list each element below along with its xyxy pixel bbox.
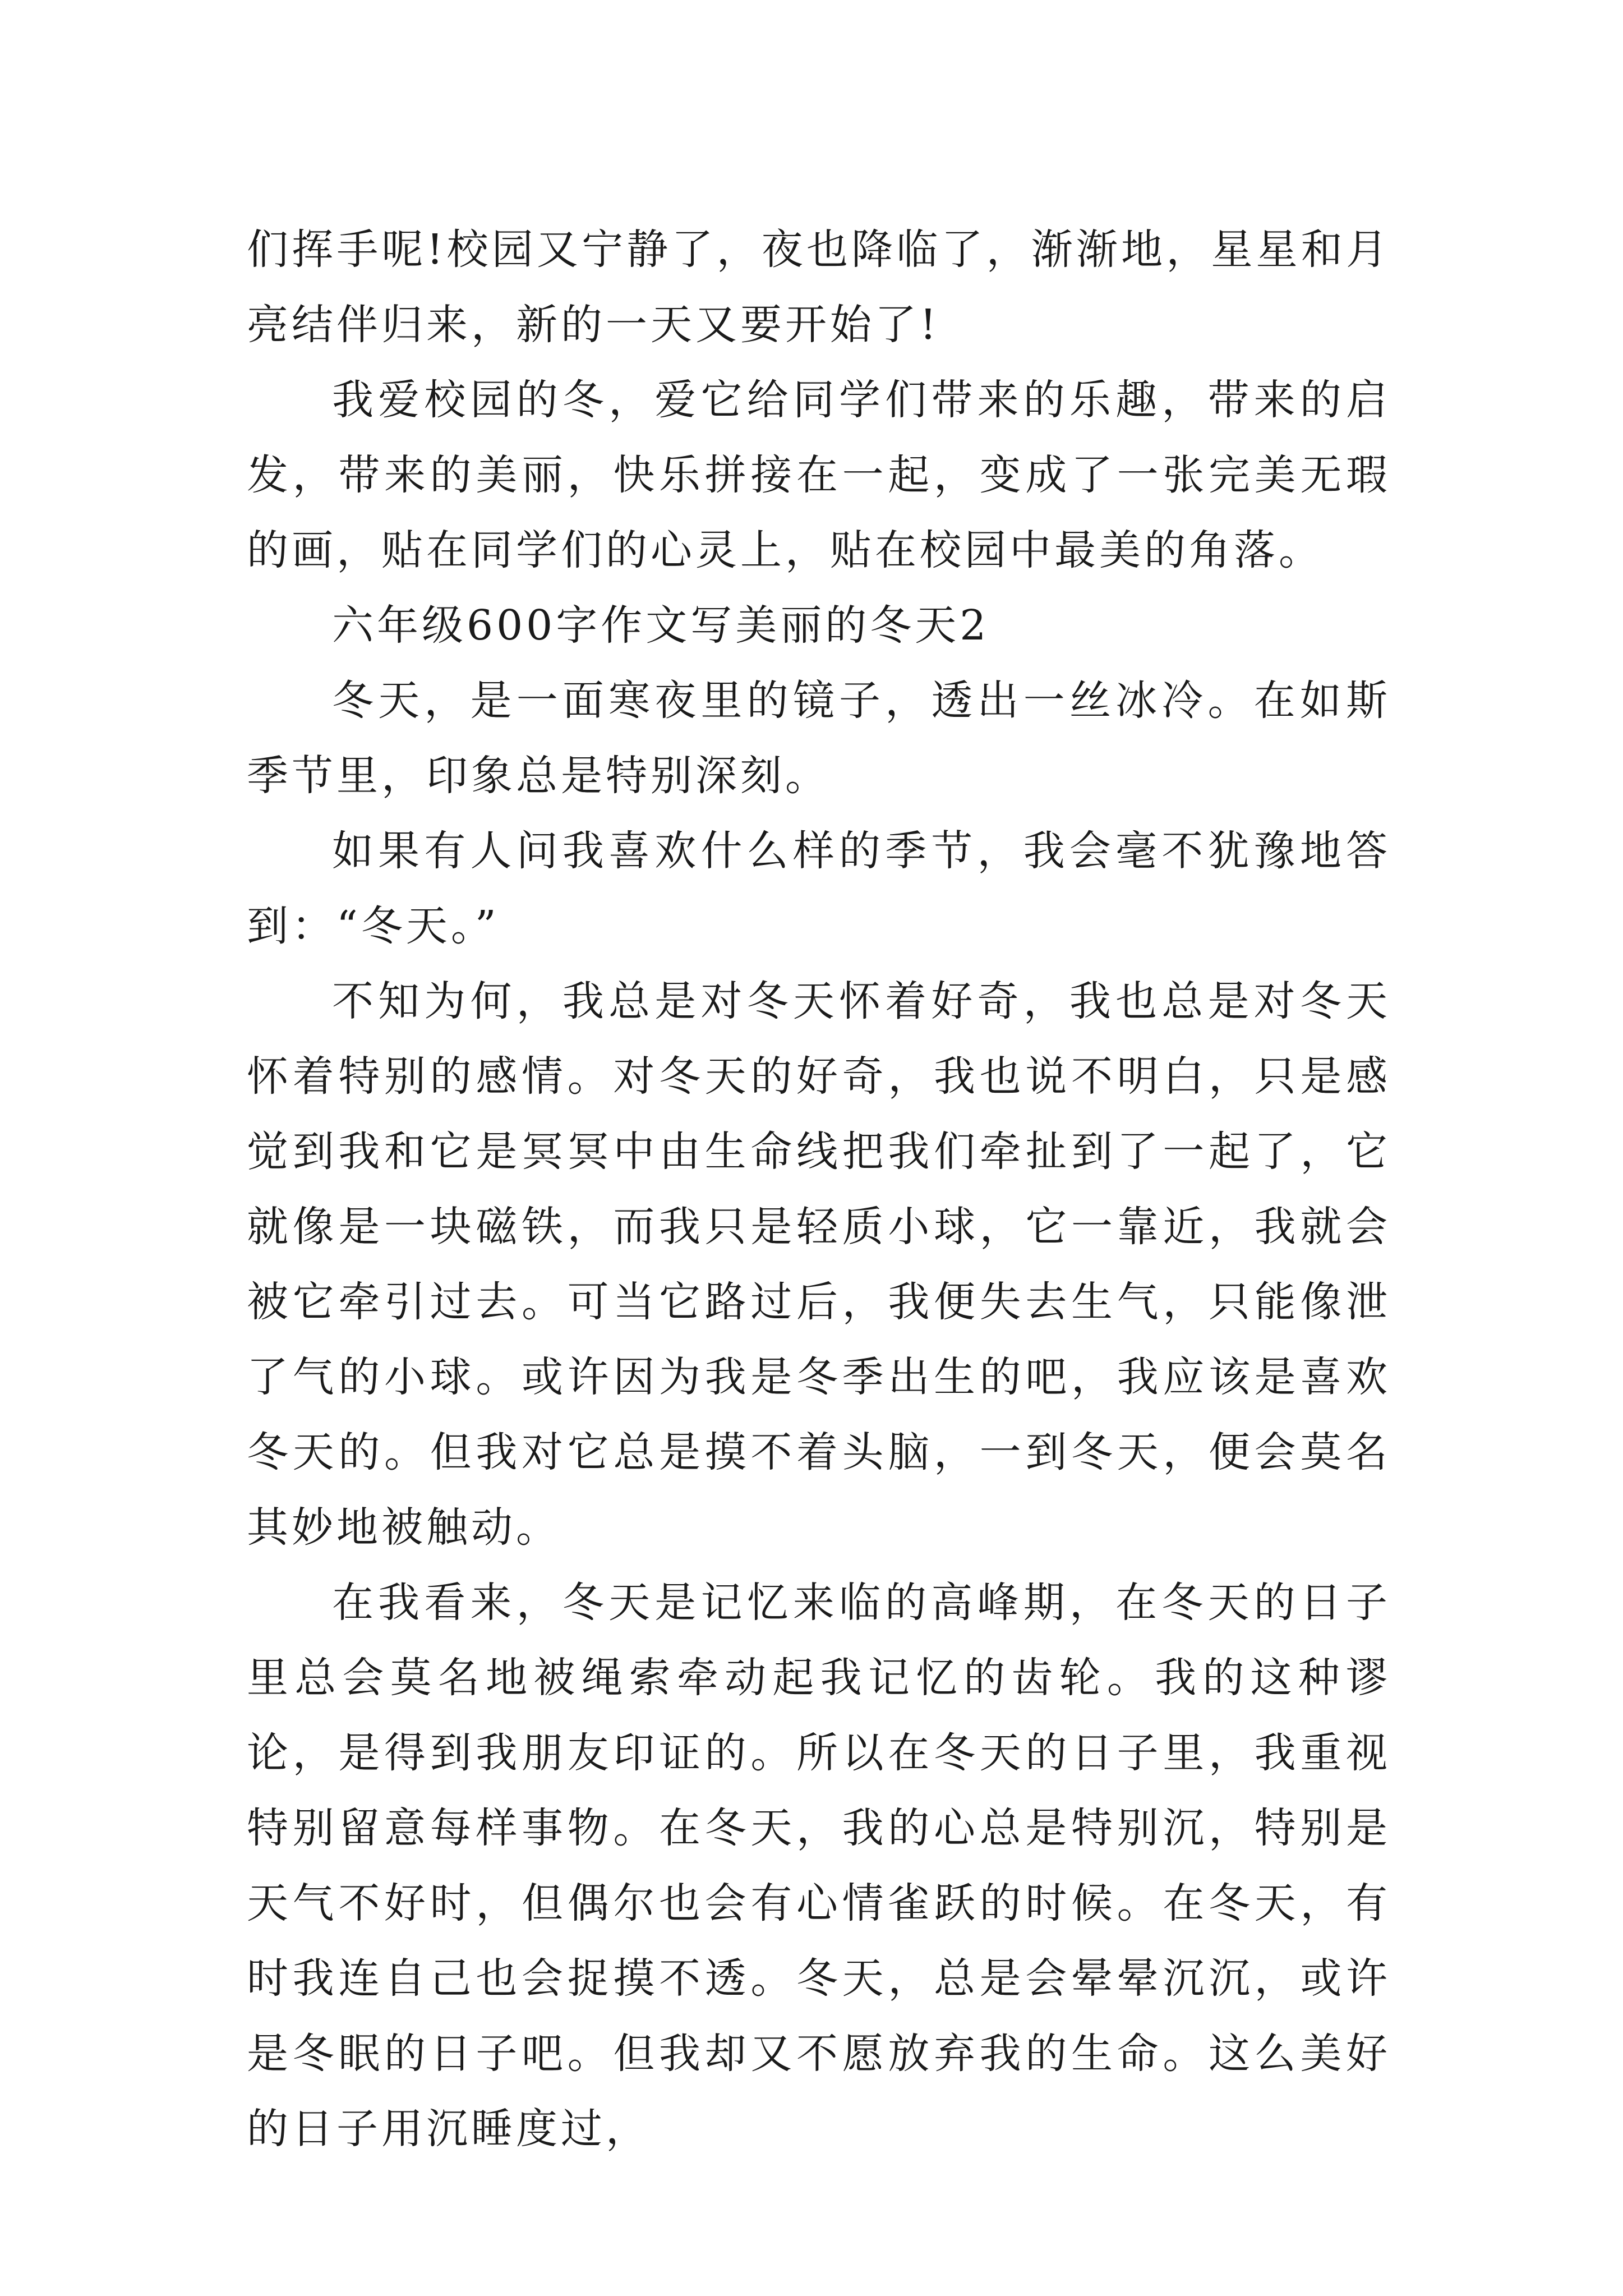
document-body [247,212,1391,2166]
paragraph-memory-peak: 在我看来，冬天是记忆来临的高峰期，在冬天的日子里总会莫名地被绳索牵动起我记忆的齿轮。我的这种谬论，是得到我朋友印证的。所以在冬天的日子里，我重视特别留意每样事物。在冬天，我的心总是特别沉，特别是天气不好时，但偶尔也会有心情雀跃的时候。在冬天，有时我连自己也会捉摸不透。冬天，总是会晕晕沉沉，或许是冬眠的日子吧。但我却又不愿放弃我的生命。这么美好的日子用沉睡度过， [247,1579,1391,2153]
paragraph-winter-mirror: 冬天，是一面寒夜里的镜子，透出一丝冰冷。在如斯季节里，印象总是特别深刻。 [247,677,1391,800]
paragraph-curiosity: 不知为何，我总是对冬天怀着好奇，我也总是对冬天怀着特别的感情。对冬天的好奇，我也说不明白，只是感觉到我和它是冥冥中由生命线把我们牵扯到了一起了，它就像是一块磁铁，而我只是轻质小球，它一靠近，我就会被它牵引过去。可当它路过后，我便失去生气，只能像泄了气的小球。或许因为我是冬季出生的吧，我应该是喜欢冬天的。但我对它总是摸不着头脑，一到冬天，便会莫名其妙地被触动。 [247,977,1391,1552]
paragraph-continuation: 们挥手呢!校园又宁静了，夜也降临了，渐渐地，星星和月亮结伴归来，新的一天又要开始了! [247,226,1391,349]
paragraph-love-campus-winter: 我爱校园的冬，爱它给同学们带来的乐趣，带来的启发，带来的美丽，快乐拼接在一起，变成了一张完美无瑕的画，贴在同学们的心灵上，贴在校园中最美的角落。 [247,376,1391,574]
essay-title: 六年级600字作文写美丽的冬天2 [332,601,990,650]
paragraph-favorite-season: 如果有人问我喜欢什么样的季节，我会毫不犹豫地答到：“冬天。” [247,827,1391,950]
